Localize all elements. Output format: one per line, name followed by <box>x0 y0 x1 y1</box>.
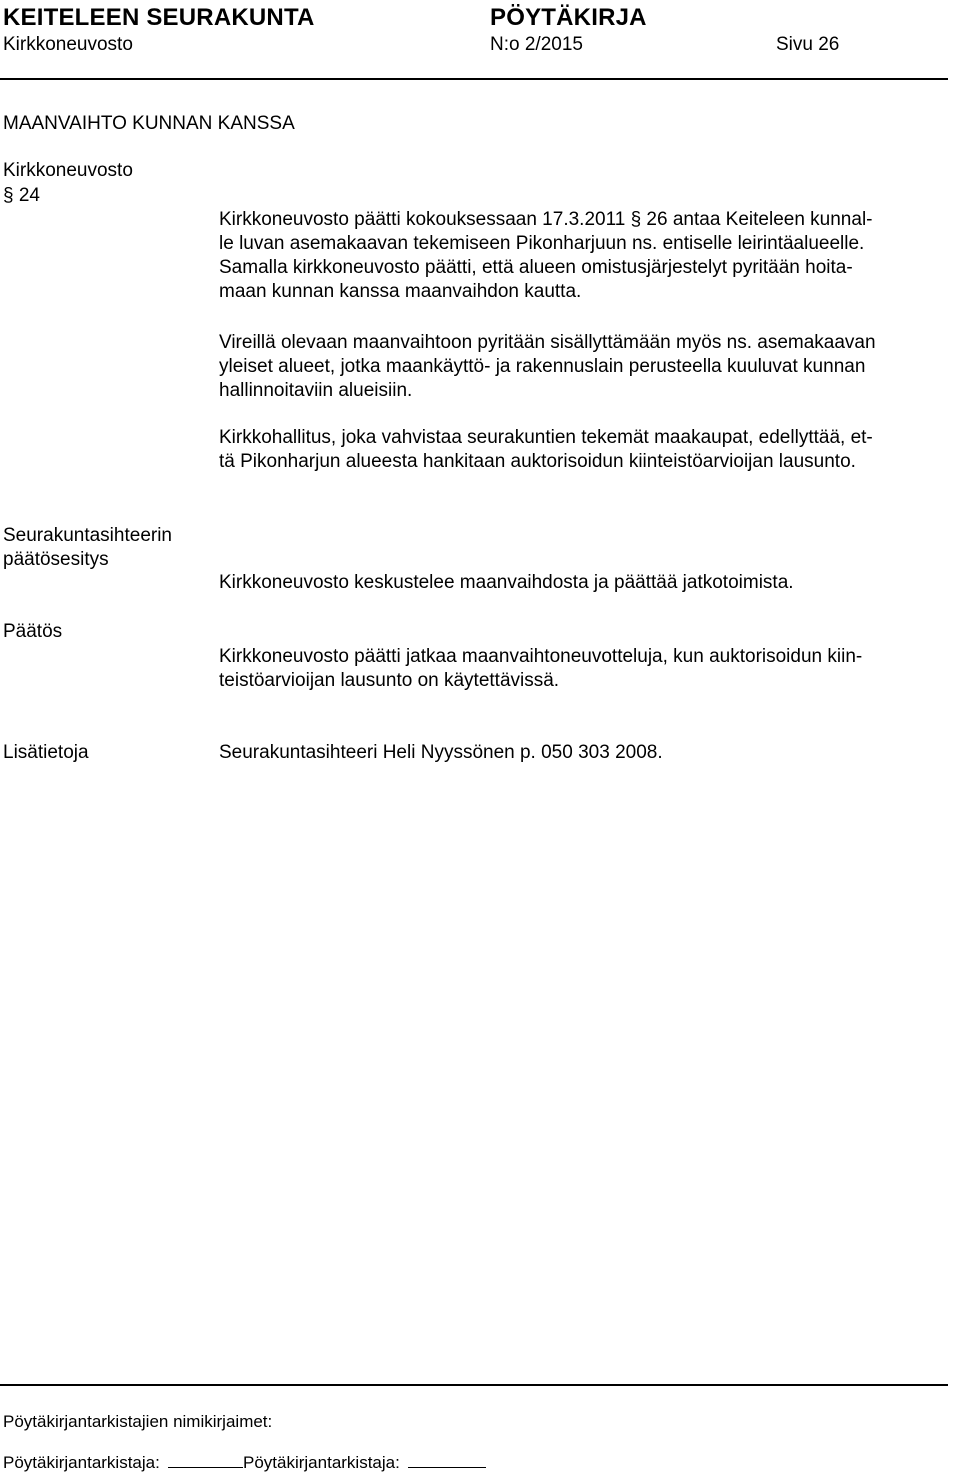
text-line: Kirkkoneuvosto päätti kokouksessaan 17.3.2011 § 26 antaa Keiteleen kunnal- <box>219 209 873 230</box>
signature-line <box>168 1453 243 1468</box>
section-organ: Kirkkoneuvosto <box>3 160 133 181</box>
footer-divider <box>0 1384 948 1386</box>
signature-line <box>408 1453 486 1468</box>
text-line: hallinnoitaviin alueisiin. <box>219 380 413 401</box>
text-line: tä Pikonharjun alueesta hankitaan auktorisoidun kiinteistöarvioijan lausunto. <box>219 451 856 472</box>
text-line: yleiset alueet, jotka maankäyttö- ja rakennuslain perusteella kuuluvat kunnan <box>219 356 866 377</box>
text-line: Kirkkoneuvosto päätti jatkaa maanvaihtoneuvotteluja, kun auktorisoidun kiin- <box>219 646 863 667</box>
header-divider <box>0 78 948 80</box>
organization-name: KEITELEEN SEURAKUNTA <box>3 4 315 31</box>
paragraph-symbol: § <box>3 185 14 206</box>
body-paragraph-2 <box>219 331 949 403</box>
text-line: Vireillä olevaan maanvaihtoon pyritään sisällyttämään myös ns. asemakaavan <box>219 332 876 353</box>
body-paragraph-1 <box>219 208 949 304</box>
initials-label: Pöytäkirjantarkistajien nimikirjaimet: <box>3 1412 273 1431</box>
proposal-label-line: päätösesitys <box>3 549 109 570</box>
text-line: maan kunnan kanssa maanvaihdon kautta. <box>219 281 582 302</box>
proposal-text: Kirkkoneuvosto keskustelee maanvaihdosta ja päättää jatkotoimista. <box>219 572 794 593</box>
meeting-body: Kirkkoneuvosto <box>3 34 133 55</box>
text-line: Kirkkohallitus, joka vahvistaa seurakuntien tekemät maakaupat, edellyttää, et- <box>219 427 873 448</box>
checker-2-label: Pöytäkirjantarkistaja: <box>243 1453 400 1472</box>
checker-2 <box>243 1453 486 1473</box>
info-label: Lisätietoja <box>3 742 89 763</box>
decision-text <box>219 645 949 693</box>
document-type: PÖYTÄKIRJA <box>490 4 647 31</box>
proposal-label <box>3 524 172 572</box>
body-paragraph-3 <box>219 426 949 474</box>
text-line: teistöarvioijan lausunto on käytettävissä. <box>219 670 560 691</box>
text-line: Samalla kirkkoneuvosto päätti, että alueen omistusjärjestelyt pyritään hoita- <box>219 257 853 278</box>
section-title: MAANVAIHTO KUNNAN KANSSA <box>3 113 295 134</box>
paragraph-number: 24 <box>18 185 40 206</box>
section-paragraph <box>3 185 40 207</box>
proposal-label-line: Seurakuntasihteerin <box>3 525 172 546</box>
checker-1-label: Pöytäkirjantarkistaja: <box>3 1453 160 1472</box>
checker-1 <box>3 1453 243 1473</box>
decision-label: Päätös <box>3 621 63 642</box>
page-number: Sivu 26 <box>776 34 840 55</box>
text-line: le luvan asemakaavan tekemiseen Pikonharjuun ns. entiselle leirintäalueelle. <box>219 233 865 254</box>
info-text: Seurakuntasihteeri Heli Nyyssönen p. 050 303 2008. <box>219 742 663 763</box>
document-number: N:o 2/2015 <box>490 34 583 55</box>
